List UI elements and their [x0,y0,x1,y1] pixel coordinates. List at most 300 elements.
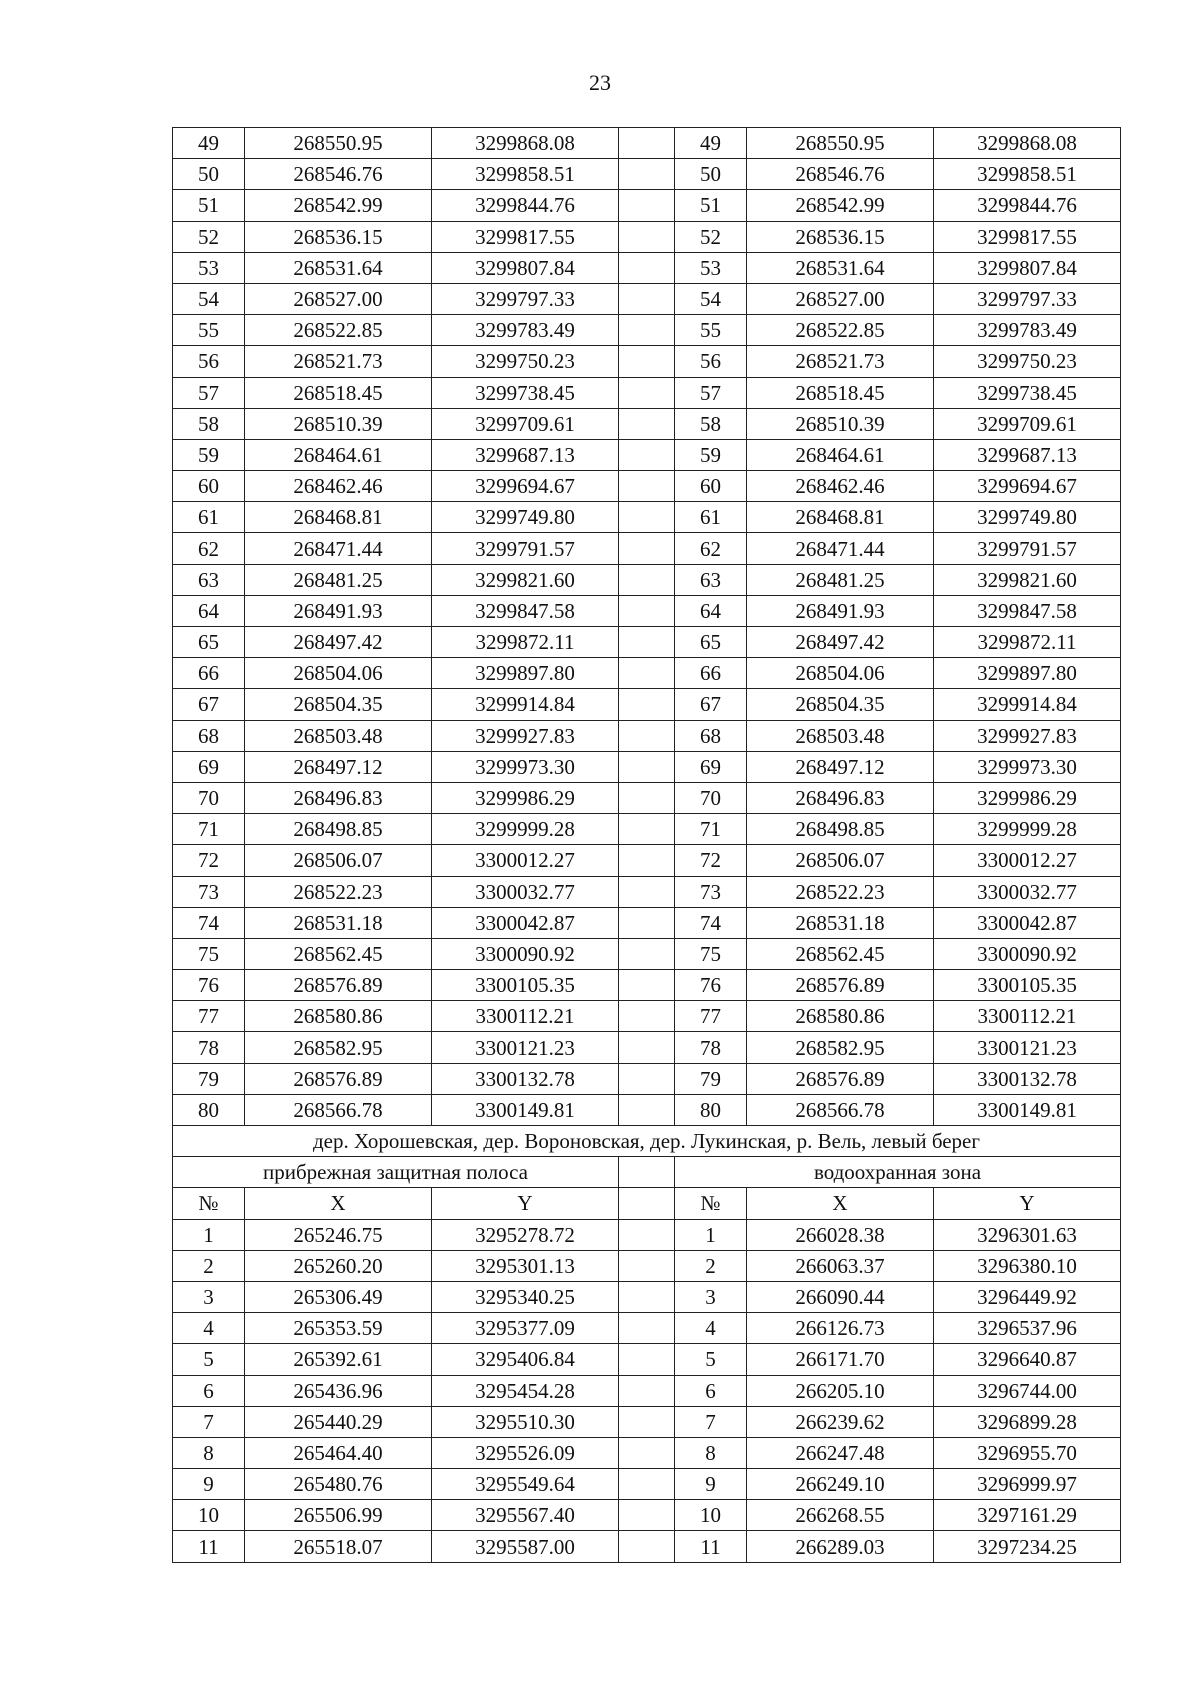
spacer-cell [619,751,675,782]
y-coordinate-cell: 3300132.78 [432,1063,619,1094]
y-coordinate-cell: 3300042.87 [934,907,1121,938]
x-coordinate-cell: 266239.62 [747,1406,934,1437]
y-coordinate-cell: 3299791.57 [432,533,619,564]
x-coordinate-cell: 268462.46 [245,471,432,502]
spacer-cell [619,1344,675,1375]
x-coordinate-cell: 266289.03 [747,1531,934,1562]
point-number-cell: 78 [675,1032,747,1063]
x-coordinate-cell: 268491.93 [747,595,934,626]
point-number-cell: 56 [675,346,747,377]
table-row [173,1250,1121,1281]
point-number-cell: 51 [173,190,245,221]
y-coordinate-cell: 3299750.23 [432,346,619,377]
x-coordinate-cell: 268522.23 [747,876,934,907]
x-coordinate-cell: 268506.07 [245,845,432,876]
point-number-cell: 1 [675,1219,747,1250]
point-number-cell: 75 [173,938,245,969]
y-coordinate-cell: 3296301.63 [934,1219,1121,1250]
y-coordinate-cell: 3299858.51 [934,159,1121,190]
point-number-cell: 3 [675,1281,747,1312]
y-coordinate-cell: 3299872.11 [432,627,619,658]
y-coordinate-cell: 3295301.13 [432,1250,619,1281]
spacer-cell [619,1469,675,1500]
point-number-cell: 64 [675,595,747,626]
x-coordinate-cell: 266249.10 [747,1469,934,1500]
x-coordinate-cell: 268498.85 [747,814,934,845]
point-number-cell: 63 [675,564,747,595]
spacer-cell [619,221,675,252]
y-coordinate-cell: 3299738.45 [934,377,1121,408]
point-number-cell: 2 [675,1250,747,1281]
y-coordinate-cell: 3299791.57 [934,533,1121,564]
x-coordinate-cell: 266171.70 [747,1344,934,1375]
y-coordinate-cell: 3299897.80 [432,658,619,689]
x-coordinate-cell: 268522.23 [245,876,432,907]
table-row [173,658,1121,689]
table-row [173,1375,1121,1406]
spacer-cell [619,252,675,283]
y-coordinate-cell: 3299986.29 [432,782,619,813]
spacer-cell [619,1250,675,1281]
y-coordinate-cell: 3297234.25 [934,1531,1121,1562]
y-coordinate-cell: 3299999.28 [934,814,1121,845]
x-coordinate-cell: 268462.46 [747,471,934,502]
x-coordinate-cell: 268471.44 [245,533,432,564]
x-coordinate-cell: 268468.81 [747,502,934,533]
point-number-cell: 61 [173,502,245,533]
x-coordinate-cell: 268497.12 [245,751,432,782]
table-row [173,970,1121,1001]
x-coordinate-cell: 268481.25 [747,564,934,595]
x-coordinate-cell: 268518.45 [245,377,432,408]
point-number-cell: 76 [675,970,747,1001]
point-number-cell: 65 [675,627,747,658]
point-number-cell: 3 [173,1281,245,1312]
x-coordinate-cell: 268464.61 [747,439,934,470]
point-number-cell: 79 [675,1063,747,1094]
col-header-x: X [747,1188,934,1219]
table-row [173,1313,1121,1344]
x-coordinate-cell: 268542.99 [747,190,934,221]
point-number-cell: 8 [675,1437,747,1468]
x-coordinate-cell: 268576.89 [245,970,432,1001]
point-number-cell: 4 [173,1313,245,1344]
table-row [173,845,1121,876]
column-header-row [173,1188,1121,1219]
y-coordinate-cell: 3300121.23 [432,1032,619,1063]
table-row [173,907,1121,938]
x-coordinate-cell: 265440.29 [245,1406,432,1437]
y-coordinate-cell: 3295510.30 [432,1406,619,1437]
table-row [173,1500,1121,1531]
x-coordinate-cell: 268536.15 [747,221,934,252]
y-coordinate-cell: 3299687.13 [934,439,1121,470]
point-number-cell: 69 [675,751,747,782]
table-row [173,1469,1121,1500]
y-coordinate-cell: 3300132.78 [934,1063,1121,1094]
x-coordinate-cell: 268527.00 [747,283,934,314]
x-coordinate-cell: 268504.06 [245,658,432,689]
x-coordinate-cell: 268550.95 [245,128,432,159]
y-coordinate-cell: 3300112.21 [432,1001,619,1032]
y-coordinate-cell: 3296537.96 [934,1313,1121,1344]
y-coordinate-cell: 3299844.76 [934,190,1121,221]
table-row [173,1001,1121,1032]
x-coordinate-cell: 268542.99 [245,190,432,221]
table-row [173,346,1121,377]
point-number-cell: 78 [173,1032,245,1063]
y-coordinate-cell: 3300105.35 [934,970,1121,1001]
table-row [173,377,1121,408]
y-coordinate-cell: 3300012.27 [934,845,1121,876]
table-row [173,1344,1121,1375]
y-coordinate-cell: 3299844.76 [432,190,619,221]
x-coordinate-cell: 268576.89 [747,1063,934,1094]
point-number-cell: 76 [173,970,245,1001]
x-coordinate-cell: 268522.85 [245,315,432,346]
x-coordinate-cell: 268531.64 [747,252,934,283]
point-number-cell: 49 [675,128,747,159]
spacer-cell [619,1219,675,1250]
y-coordinate-cell: 3299749.80 [934,502,1121,533]
point-number-cell: 77 [173,1001,245,1032]
point-number-cell: 5 [173,1344,245,1375]
y-coordinate-cell: 3299858.51 [432,159,619,190]
x-coordinate-cell: 268491.93 [245,595,432,626]
x-coordinate-cell: 268504.06 [747,658,934,689]
y-coordinate-cell: 3299797.33 [432,283,619,314]
y-coordinate-cell: 3300032.77 [432,876,619,907]
table-row [173,502,1121,533]
water-protection-zone-heading: водоохранная зона [675,1157,1121,1188]
table-row [173,720,1121,751]
point-number-cell: 7 [675,1406,747,1437]
x-coordinate-cell: 268527.00 [245,283,432,314]
spacer-cell [619,190,675,221]
col-header-y: Y [934,1188,1121,1219]
y-coordinate-cell: 3299973.30 [934,751,1121,782]
table-row [173,190,1121,221]
spacer-cell [619,159,675,190]
y-coordinate-cell: 3299738.45 [432,377,619,408]
x-coordinate-cell: 265260.20 [245,1250,432,1281]
x-coordinate-cell: 268504.35 [747,689,934,720]
subheading-row [173,1157,1121,1188]
x-coordinate-cell: 268531.18 [245,907,432,938]
point-number-cell: 6 [173,1375,245,1406]
x-coordinate-cell: 268582.95 [747,1032,934,1063]
x-coordinate-cell: 268576.89 [747,970,934,1001]
point-number-cell: 55 [173,315,245,346]
x-coordinate-cell: 268522.85 [747,315,934,346]
y-coordinate-cell: 3300112.21 [934,1001,1121,1032]
y-coordinate-cell: 3299847.58 [432,595,619,626]
table-row [173,128,1121,159]
x-coordinate-cell: 265518.07 [245,1531,432,1562]
x-coordinate-cell: 268496.83 [747,782,934,813]
y-coordinate-cell: 3299783.49 [432,315,619,346]
y-coordinate-cell: 3296899.28 [934,1406,1121,1437]
y-coordinate-cell: 3299817.55 [432,221,619,252]
spacer-cell [619,814,675,845]
point-number-cell: 6 [675,1375,747,1406]
point-number-cell: 2 [173,1250,245,1281]
x-coordinate-cell: 266063.37 [747,1250,934,1281]
coastal-strip-heading: прибрежная защитная полоса [173,1157,619,1188]
table-row [173,1437,1121,1468]
x-coordinate-cell: 268496.83 [245,782,432,813]
y-coordinate-cell: 3299821.60 [432,564,619,595]
x-coordinate-cell: 268566.78 [245,1094,432,1125]
y-coordinate-cell: 3300149.81 [934,1094,1121,1125]
table-row [173,751,1121,782]
point-number-cell: 67 [675,689,747,720]
x-coordinate-cell: 266247.48 [747,1437,934,1468]
spacer-cell [619,907,675,938]
spacer-cell [619,315,675,346]
y-coordinate-cell: 3295278.72 [432,1219,619,1250]
table-row [173,533,1121,564]
x-coordinate-cell: 268531.64 [245,252,432,283]
spacer-cell [619,408,675,439]
spacer-cell [619,283,675,314]
spacer-cell [619,1375,675,1406]
point-number-cell: 66 [173,658,245,689]
point-number-cell: 79 [173,1063,245,1094]
spacer-cell [619,658,675,689]
point-number-cell: 69 [173,751,245,782]
table-row [173,1531,1121,1562]
table-row [173,408,1121,439]
point-number-cell: 55 [675,315,747,346]
top-rows [173,128,1121,1126]
point-number-cell: 8 [173,1437,245,1468]
y-coordinate-cell: 3300149.81 [432,1094,619,1125]
x-coordinate-cell: 268471.44 [747,533,934,564]
point-number-cell: 72 [173,845,245,876]
y-coordinate-cell: 3297161.29 [934,1500,1121,1531]
spacer-cell [619,876,675,907]
table-row [173,564,1121,595]
spacer-cell [619,346,675,377]
point-number-cell: 57 [173,377,245,408]
x-coordinate-cell: 268562.45 [245,938,432,969]
y-coordinate-cell: 3299821.60 [934,564,1121,595]
point-number-cell: 77 [675,1001,747,1032]
coordinates-table [172,127,1121,1563]
y-coordinate-cell: 3299817.55 [934,221,1121,252]
bottom-rows [173,1219,1121,1562]
table-row [173,1032,1121,1063]
x-coordinate-cell: 268481.25 [245,564,432,595]
y-coordinate-cell: 3299694.67 [934,471,1121,502]
y-coordinate-cell: 3300090.92 [432,938,619,969]
x-coordinate-cell: 268503.48 [245,720,432,751]
x-coordinate-cell: 268566.78 [747,1094,934,1125]
table-row [173,595,1121,626]
x-coordinate-cell: 268504.35 [245,689,432,720]
spacer-cell [619,970,675,1001]
y-coordinate-cell: 3296744.00 [934,1375,1121,1406]
table-row [173,252,1121,283]
y-coordinate-cell: 3299897.80 [934,658,1121,689]
y-coordinate-cell: 3295406.84 [432,1344,619,1375]
point-number-cell: 66 [675,658,747,689]
x-coordinate-cell: 268497.42 [245,627,432,658]
x-coordinate-cell: 268546.76 [747,159,934,190]
point-number-cell: 1 [173,1219,245,1250]
y-coordinate-cell: 3299872.11 [934,627,1121,658]
col-header-num: № [173,1188,245,1219]
y-coordinate-cell: 3299694.67 [432,471,619,502]
point-number-cell: 67 [173,689,245,720]
point-number-cell: 9 [173,1469,245,1500]
point-number-cell: 53 [675,252,747,283]
x-coordinate-cell: 268464.61 [245,439,432,470]
y-coordinate-cell: 3299927.83 [432,720,619,751]
col-header-y: Y [432,1188,619,1219]
spacer-cell [619,595,675,626]
x-coordinate-cell: 266268.55 [747,1500,934,1531]
x-coordinate-cell: 265353.59 [245,1313,432,1344]
spacer-cell [619,1313,675,1344]
col-header-num: № [675,1188,747,1219]
spacer-cell [619,1001,675,1032]
point-number-cell: 73 [173,876,245,907]
y-coordinate-cell: 3295549.64 [432,1469,619,1500]
table-row [173,1406,1121,1437]
y-coordinate-cell: 3299999.28 [432,814,619,845]
x-coordinate-cell: 268576.89 [245,1063,432,1094]
point-number-cell: 10 [675,1500,747,1531]
point-number-cell: 58 [675,408,747,439]
page-number: 23 [589,70,611,95]
spacer-cell [619,1094,675,1125]
section-title: дер. Хорошевская, дер. Вороновская, дер. Лукинская, р. Вель, левый берег [173,1126,1121,1157]
y-coordinate-cell: 3300032.77 [934,876,1121,907]
x-coordinate-cell: 268550.95 [747,128,934,159]
table-row [173,1063,1121,1094]
y-coordinate-cell: 3296999.97 [934,1469,1121,1500]
point-number-cell: 72 [675,845,747,876]
y-coordinate-cell: 3299807.84 [432,252,619,283]
point-number-cell: 63 [173,564,245,595]
y-coordinate-cell: 3299927.83 [934,720,1121,751]
y-coordinate-cell: 3295567.40 [432,1500,619,1531]
table-row [173,689,1121,720]
x-coordinate-cell: 268518.45 [747,377,934,408]
spacer-cell [619,564,675,595]
point-number-cell: 59 [675,439,747,470]
point-number-cell: 60 [675,471,747,502]
y-coordinate-cell: 3299914.84 [934,689,1121,720]
table-row [173,1281,1121,1312]
spacer-cell [619,377,675,408]
table-row [173,283,1121,314]
y-coordinate-cell: 3299709.61 [432,408,619,439]
x-coordinate-cell: 268521.73 [747,346,934,377]
y-coordinate-cell: 3300105.35 [432,970,619,1001]
y-coordinate-cell: 3299847.58 [934,595,1121,626]
point-number-cell: 73 [675,876,747,907]
spacer-cell [619,782,675,813]
point-number-cell: 9 [675,1469,747,1500]
x-coordinate-cell: 268562.45 [747,938,934,969]
point-number-cell: 52 [675,221,747,252]
y-coordinate-cell: 3299797.33 [934,283,1121,314]
point-number-cell: 56 [173,346,245,377]
point-number-cell: 71 [675,814,747,845]
y-coordinate-cell: 3299868.08 [432,128,619,159]
spacer-cell [619,720,675,751]
point-number-cell: 64 [173,595,245,626]
spacer-cell [619,1531,675,1562]
x-coordinate-cell: 268536.15 [245,221,432,252]
x-coordinate-cell: 265306.49 [245,1281,432,1312]
table-row [173,439,1121,470]
y-coordinate-cell: 3296380.10 [934,1250,1121,1281]
x-coordinate-cell: 268468.81 [245,502,432,533]
spacer-cell [619,502,675,533]
point-number-cell: 65 [173,627,245,658]
spacer-cell [619,845,675,876]
point-number-cell: 52 [173,221,245,252]
y-coordinate-cell: 3295340.25 [432,1281,619,1312]
point-number-cell: 75 [675,938,747,969]
table-row [173,938,1121,969]
x-coordinate-cell: 266028.38 [747,1219,934,1250]
x-coordinate-cell: 268582.95 [245,1032,432,1063]
spacer-cell [619,439,675,470]
table-row [173,876,1121,907]
y-coordinate-cell: 3296640.87 [934,1344,1121,1375]
y-coordinate-cell: 3299973.30 [432,751,619,782]
table-row [173,627,1121,658]
y-coordinate-cell: 3300042.87 [432,907,619,938]
y-coordinate-cell: 3299709.61 [934,408,1121,439]
x-coordinate-cell: 268503.48 [747,720,934,751]
spacer-cell [619,128,675,159]
x-coordinate-cell: 265506.99 [245,1500,432,1531]
point-number-cell: 70 [675,782,747,813]
point-number-cell: 68 [675,720,747,751]
point-number-cell: 58 [173,408,245,439]
point-number-cell: 61 [675,502,747,533]
x-coordinate-cell: 268497.12 [747,751,934,782]
point-number-cell: 62 [675,533,747,564]
x-coordinate-cell: 268531.18 [747,907,934,938]
x-coordinate-cell: 265436.96 [245,1375,432,1406]
spacer-cell [619,1500,675,1531]
y-coordinate-cell: 3296449.92 [934,1281,1121,1312]
point-number-cell: 50 [173,159,245,190]
spacer-cell [619,1437,675,1468]
table-row [173,471,1121,502]
point-number-cell: 62 [173,533,245,564]
y-coordinate-cell: 3300121.23 [934,1032,1121,1063]
x-coordinate-cell: 266126.73 [747,1313,934,1344]
y-coordinate-cell: 3299868.08 [934,128,1121,159]
x-coordinate-cell: 268521.73 [245,346,432,377]
x-coordinate-cell: 268498.85 [245,814,432,845]
x-coordinate-cell: 268506.07 [747,845,934,876]
x-coordinate-cell: 265464.40 [245,1437,432,1468]
x-coordinate-cell: 268546.76 [245,159,432,190]
y-coordinate-cell: 3296955.70 [934,1437,1121,1468]
point-number-cell: 49 [173,128,245,159]
y-coordinate-cell: 3300012.27 [432,845,619,876]
x-coordinate-cell: 266090.44 [747,1281,934,1312]
